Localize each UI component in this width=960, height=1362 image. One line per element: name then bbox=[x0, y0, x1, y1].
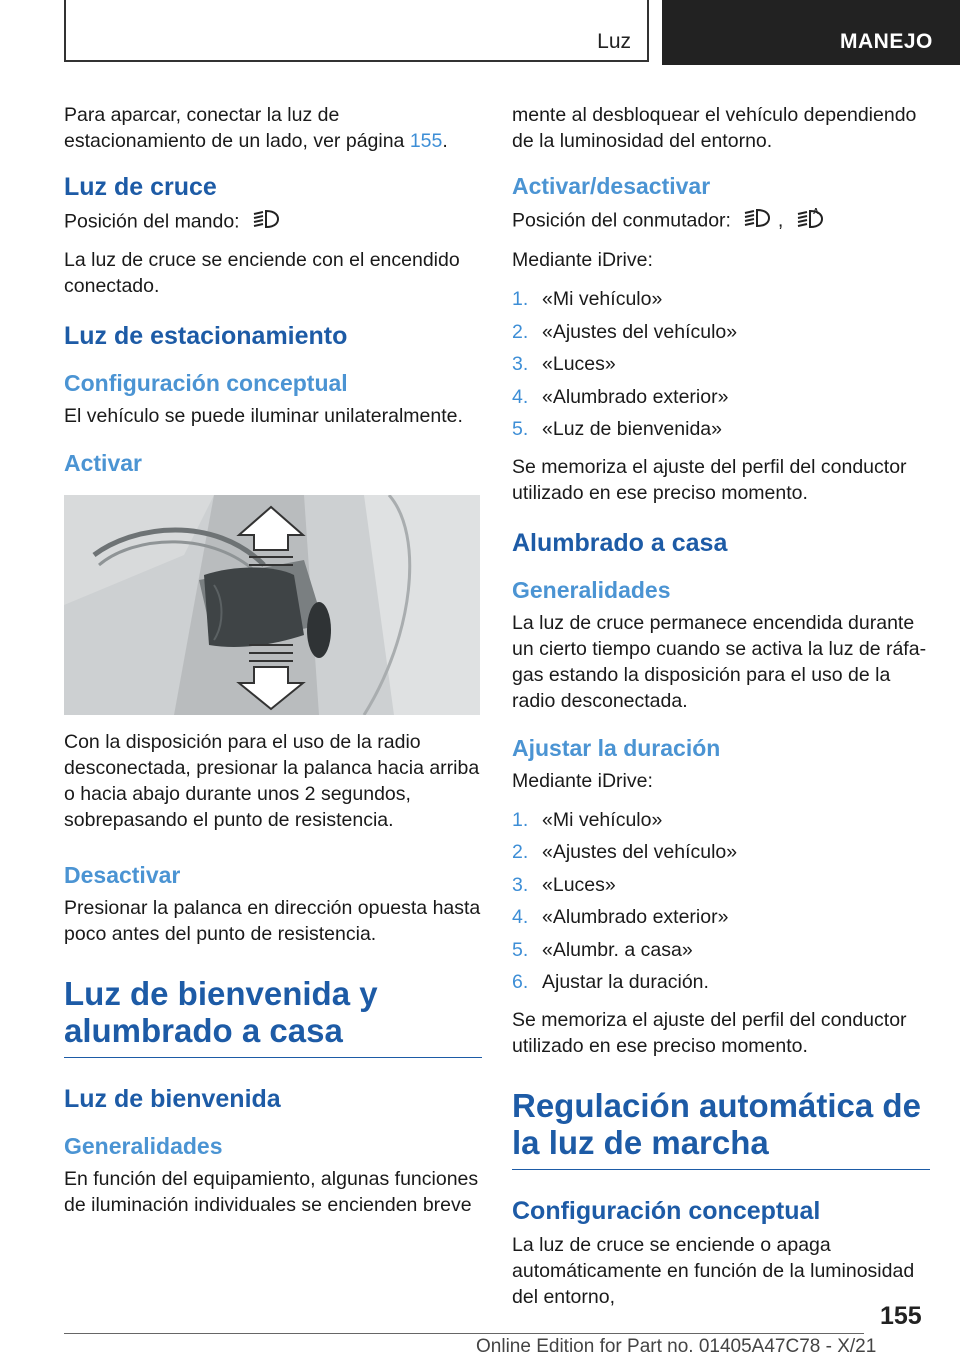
header-section-box bbox=[64, 0, 649, 62]
alumbrado-text: La luz de cruce permanece encendida durante un cierto tiempo cuando se activa la luz de ráfagas estando la disposición para el uso de la radio desconectada. bbox=[512, 611, 927, 712]
switch-position bbox=[512, 206, 930, 237]
step-text: «Alumbrado exterior» bbox=[542, 906, 729, 928]
list-item bbox=[512, 804, 930, 837]
heading-desactivar: Desactivar bbox=[64, 862, 181, 888]
step-number: 4. bbox=[512, 385, 529, 408]
step-number: 2. bbox=[512, 320, 529, 343]
step-number: 5. bbox=[512, 418, 529, 440]
step-text: «Luz de bienvenida» bbox=[542, 418, 722, 440]
heading-config-conceptual: Configuración conceptual bbox=[64, 370, 348, 396]
list-item bbox=[512, 901, 930, 934]
intro-paragraph bbox=[64, 102, 482, 154]
heading-ajustar-duracion: Ajustar la duración bbox=[512, 734, 721, 761]
heading-generalidades-alumbrado: Generalidades bbox=[512, 576, 671, 603]
position-label: Posición del mando: bbox=[64, 210, 240, 233]
step-text: «Alumbr. a casa» bbox=[542, 938, 693, 961]
heading-activar-desactivar: Activar/desactivar bbox=[512, 173, 711, 199]
step-number: 2. bbox=[512, 841, 529, 863]
right-column bbox=[512, 102, 930, 1320]
page-header bbox=[0, 0, 960, 66]
heading-luz-bienvenida: Luz de bienvenida bbox=[64, 1085, 281, 1113]
steps-list-bienvenida bbox=[512, 283, 930, 446]
list-item bbox=[512, 316, 930, 349]
luz-cruce-position bbox=[64, 208, 482, 237]
intro-end: . bbox=[442, 130, 448, 152]
automatic-headlight-icon bbox=[795, 206, 825, 237]
memoriza-note-2: Se memoriza el ajuste del perfil del conductor utilizado en ese preciso momento. bbox=[512, 1008, 907, 1057]
heading-luz-cruce: Luz de cruce bbox=[64, 173, 217, 201]
step-text: «Luces» bbox=[542, 873, 616, 896]
step-number: 6. bbox=[512, 971, 529, 993]
step-number: 3. bbox=[512, 873, 529, 896]
switch-position-label: Posición del conmutador: bbox=[512, 209, 731, 232]
list-item bbox=[512, 934, 930, 967]
idrive-label: Mediante iDrive: bbox=[512, 249, 653, 271]
idrive-label-2: Mediante iDrive: bbox=[512, 769, 653, 792]
step-text: «Alumbrado exterior» bbox=[542, 385, 729, 408]
heading-bienvenida: Luz de bienvenida y alumbrado a casa bbox=[64, 975, 378, 1049]
page-link[interactable]: 155 bbox=[409, 130, 443, 152]
low-beam-headlight-icon bbox=[251, 208, 281, 237]
header-chapter-label: MANEJO bbox=[840, 30, 933, 53]
desactivar-text: Presionar la palanca en dirección opuesta hasta poco antes del punto de resistencia. bbox=[64, 897, 481, 945]
activar-text: Con la disposición para el uso de la radio desconectada, presionar la palanca hacia arriba o hacia abajo durante unos 2 segundos, sobrepasando el punto de resistencia. bbox=[64, 731, 480, 831]
list-item bbox=[512, 869, 930, 902]
heading-activar: Activar bbox=[64, 450, 142, 476]
heading-generalidades: Generalidades bbox=[64, 1133, 223, 1159]
heading-rule bbox=[512, 1169, 930, 1170]
page-number: 155 bbox=[880, 1302, 922, 1330]
list-item bbox=[512, 348, 930, 381]
list-item bbox=[512, 381, 930, 414]
icon-separator: , bbox=[777, 209, 784, 232]
step-number: 4. bbox=[512, 906, 529, 928]
continued-paragraph: mente al desbloquear el vehículo dependiendo de la luminosidad del entorno. bbox=[512, 104, 917, 152]
step-number: 5. bbox=[512, 938, 529, 961]
low-beam-headlight-icon bbox=[742, 207, 772, 236]
step-text: «Ajustes del vehículo» bbox=[542, 320, 738, 343]
left-column bbox=[64, 102, 482, 1228]
heading-rule bbox=[64, 1057, 482, 1058]
heading-alumbrado-casa: Alumbrado a casa bbox=[512, 528, 728, 557]
step-number: 3. bbox=[512, 353, 529, 375]
memoriza-note: Se memoriza el ajuste del perfil del conductor utilizado en ese preciso momento. bbox=[512, 455, 907, 504]
list-item bbox=[512, 413, 930, 446]
steps-list-alumbrado bbox=[512, 804, 930, 999]
heading-regulacion: Regulación automática de la luz de marcha bbox=[512, 1086, 921, 1161]
step-text: Ajustar la duración. bbox=[542, 971, 709, 993]
step-text: «Mi vehículo» bbox=[542, 808, 663, 831]
header-chapter-tab bbox=[662, 0, 960, 65]
list-item bbox=[512, 966, 930, 999]
step-number: 1. bbox=[512, 288, 529, 310]
turn-signal-lever-illustration bbox=[64, 495, 480, 715]
list-item bbox=[512, 836, 930, 869]
bienvenida-text: En función del equipamiento, algunas funciones de iluminación individuales se encienden breve bbox=[64, 1168, 479, 1216]
list-item bbox=[512, 283, 930, 316]
intro-text: Para aparcar, conectar la luz de estacionamiento de un lado, ver página bbox=[64, 104, 405, 152]
luz-cruce-text: La luz de cruce se enciende con el encendido conectado. bbox=[64, 249, 460, 297]
regulacion-text: La luz de cruce se enciende o apaga automáticamente en función de la luminosidad del entorno, bbox=[512, 1233, 915, 1308]
step-text: «Mi vehículo» bbox=[542, 288, 663, 310]
step-number: 1. bbox=[512, 808, 529, 831]
step-text: «Ajustes del vehículo» bbox=[542, 841, 738, 863]
step-text: «Luces» bbox=[542, 353, 616, 375]
footer-rule bbox=[64, 1333, 864, 1334]
heading-estacionamiento: Luz de estacionamiento bbox=[64, 322, 348, 350]
footer-edition: Online Edition for Part no. 01405A47C78 - X/21 bbox=[476, 1336, 877, 1357]
header-section-title: Luz bbox=[597, 30, 631, 53]
config-text: El vehículo se puede iluminar unilateralmente. bbox=[64, 405, 463, 427]
heading-config-conceptual-2: Configuración conceptual bbox=[512, 1196, 821, 1225]
svg-text:A: A bbox=[812, 207, 819, 216]
